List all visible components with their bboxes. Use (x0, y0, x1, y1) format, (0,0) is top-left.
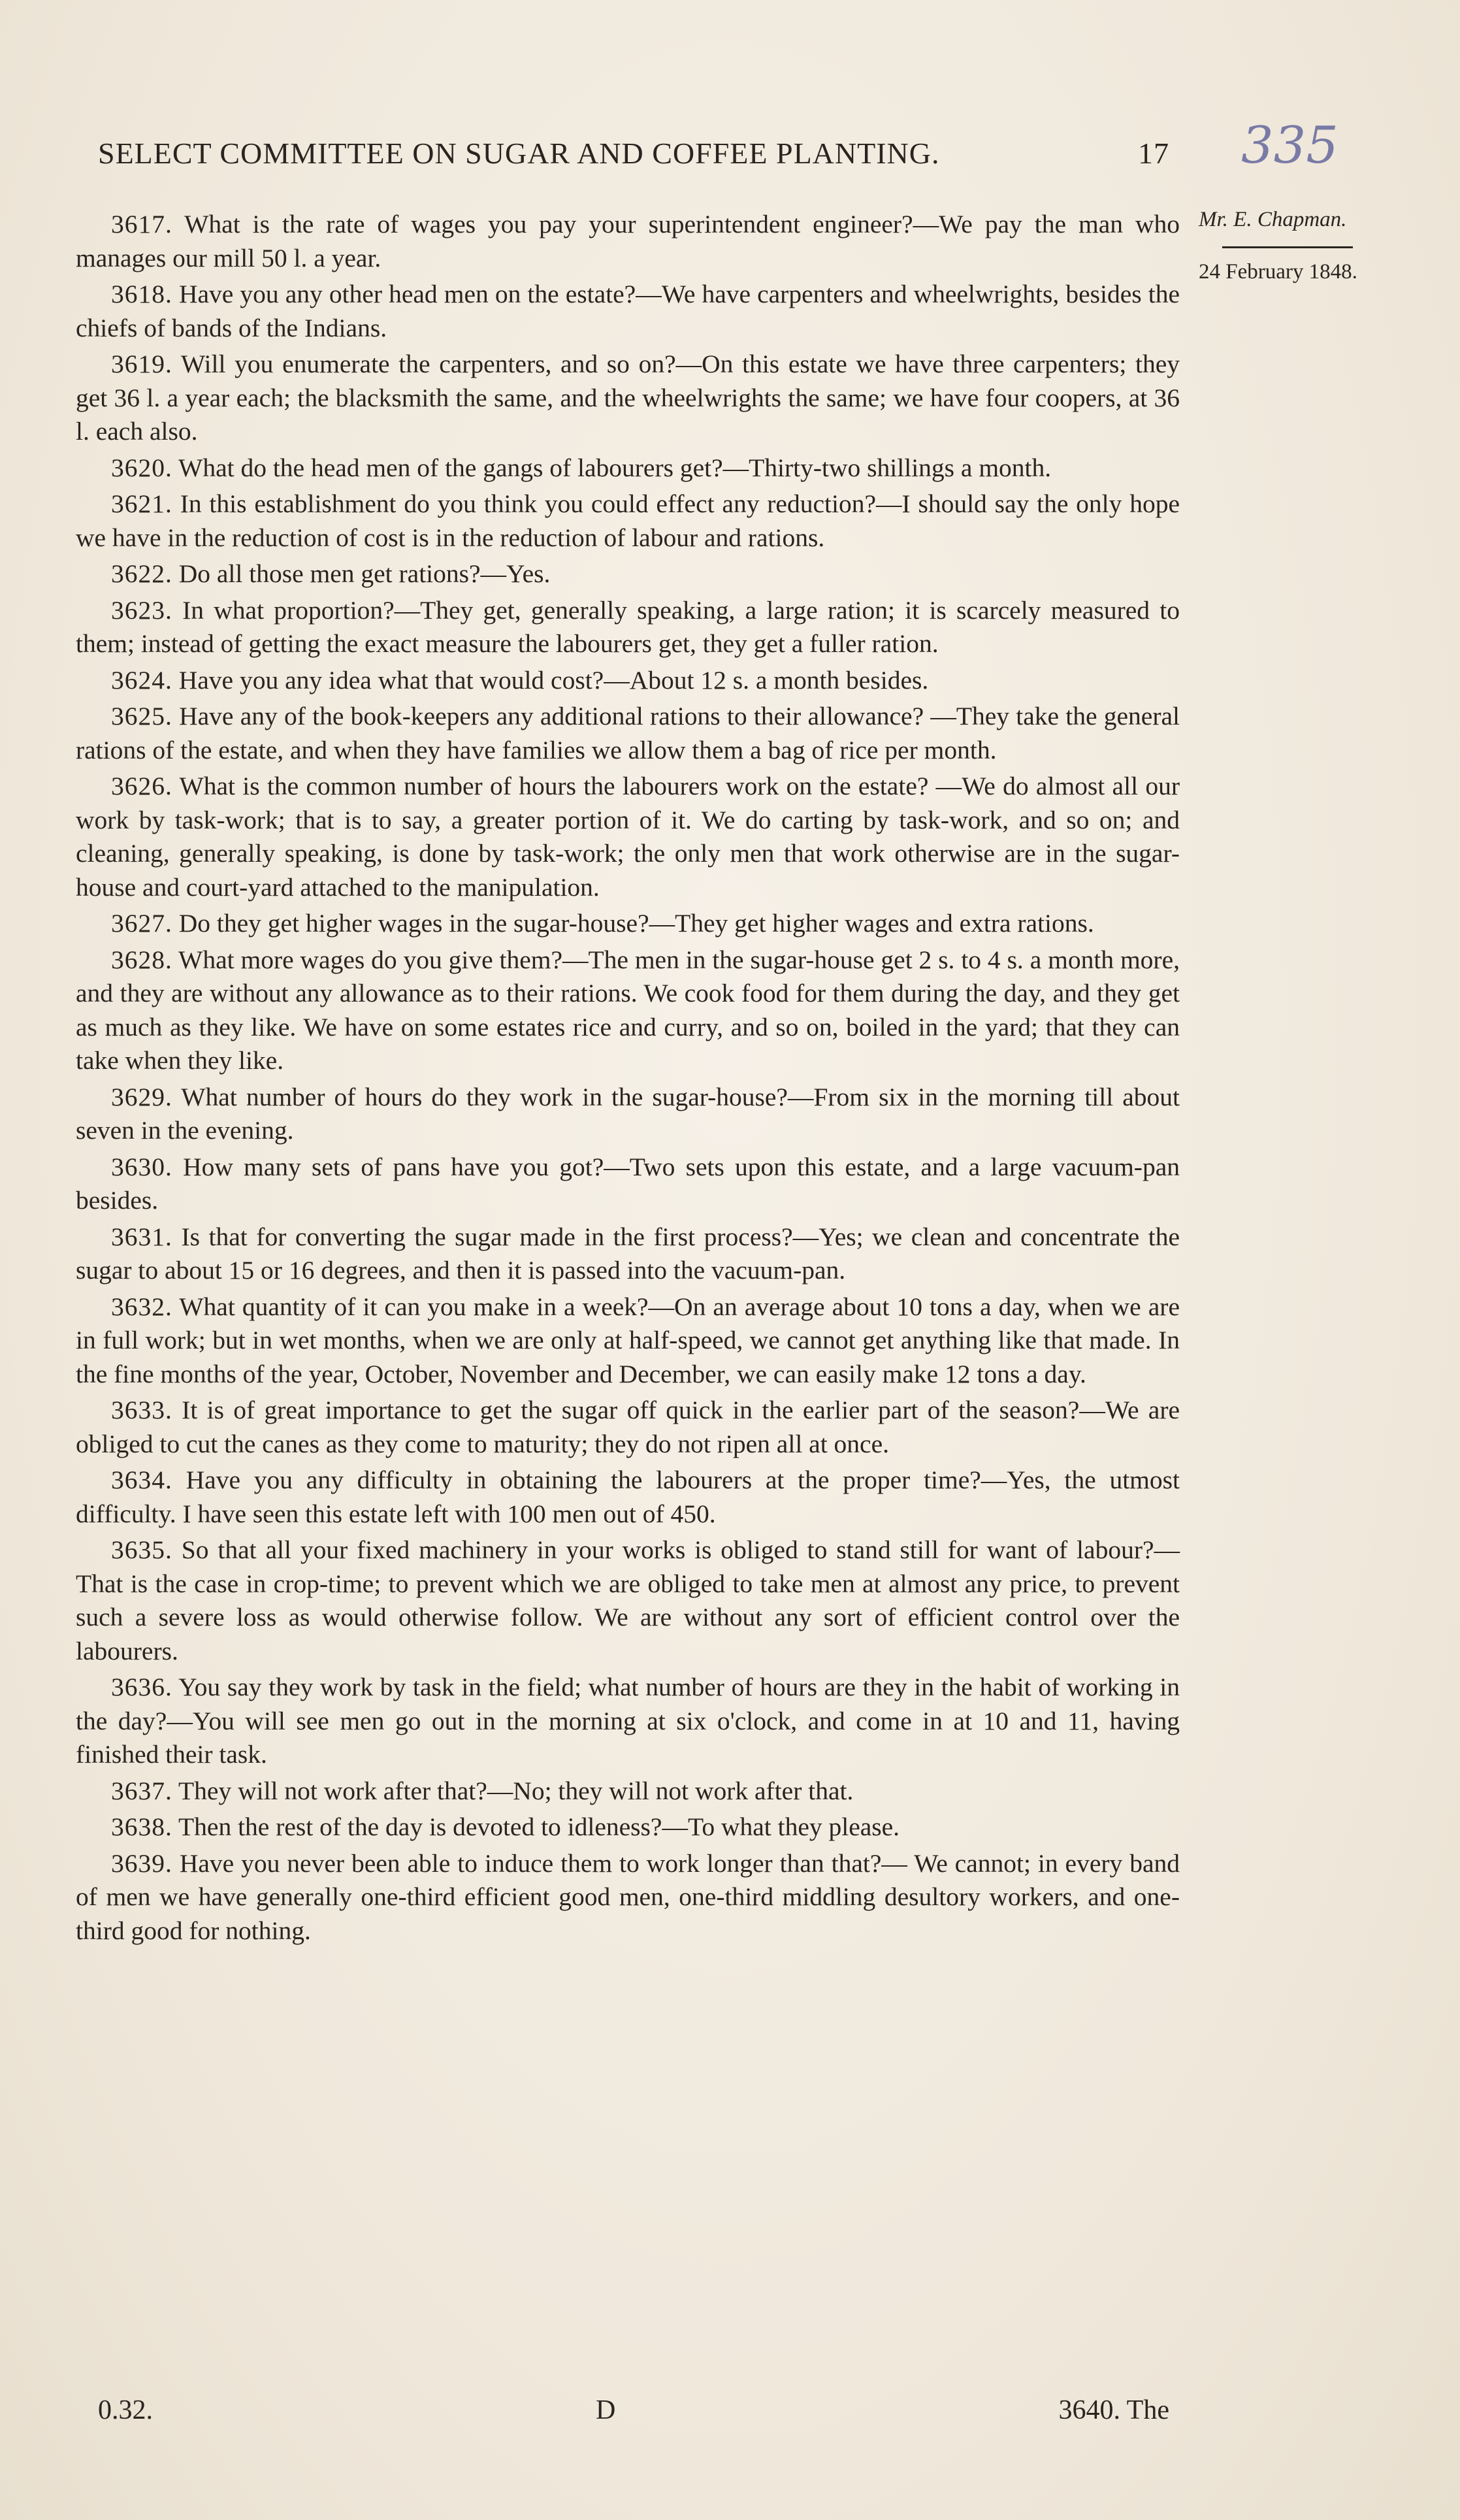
question-paragraph (76, 1810, 1180, 1844)
question-number: 3639. (111, 1848, 172, 1878)
question-number: 3617. (111, 210, 172, 238)
question-text: What is the common number of hours the labourers work on the estate? —We do almost all our work by task-work; that is to say, a greater portion of it. We do carting by task-work, and so on; and cleaning, generally speaking, is done by task-work; the only men that work otherwise are in the sugar-house and court-yard attached to the manipulation. (76, 772, 1180, 902)
question-number: 3631. (111, 1222, 172, 1251)
question-text: Have you any other head men on the estate?—We have carpenters and wheelwrights, besides the chiefs of bands of the Indians. (76, 280, 1180, 342)
question-paragraph (76, 907, 1180, 941)
question-number: 3627. (111, 909, 172, 938)
question-paragraph (76, 943, 1180, 1078)
running-title: SELECT COMMITTEE ON SUGAR AND COFFEE PLANTING. (98, 137, 940, 170)
question-text: It is of great importance to get the sugar off quick in the earlier part of the season?—We are obliged to cut the canes as they come to maturity; they do not ripen all at once. (76, 1396, 1180, 1458)
testimony-body (76, 208, 1180, 1950)
question-text: What more wages do you give them?—The men in the sugar-house get 2 s. to 4 s. a month more, and they are without any allowance as to their rations. We cook food for them during the day, and they get as much as they like. We have on some estates rice and curry, and so on, boiled in the yard; that they can take when they like. (76, 945, 1180, 1075)
question-paragraph (76, 1671, 1180, 1772)
question-number: 3630. (111, 1152, 172, 1181)
gathering-letter: D (596, 2395, 616, 2425)
question-paragraph (76, 770, 1180, 904)
question-number: 3619. (111, 350, 172, 378)
question-number: 3622. (111, 559, 172, 588)
question-text: So that all your fixed machinery in your works is obliged to stand still for want of labour?—That is the case in crop-time; to prevent which we are obliged to take men at almost any price, to prevent such a severe loss as would otherwise follow. We are without any sort of efficient control over the labourers. (76, 1535, 1180, 1665)
question-number: 3635. (111, 1535, 172, 1564)
witness-name: Mr. E. Chapman. (1199, 208, 1347, 231)
question-text: Have you any difficulty in obtaining the labourers at the proper time?—Yes, the utmost difficulty. I have seen this estate left with 100 men out of 450. (76, 1465, 1180, 1528)
question-text: Do they get higher wages in the sugar-house?—They get higher wages and extra rations. (178, 909, 1094, 938)
question-paragraph (76, 1220, 1180, 1288)
question-number: 3626. (111, 772, 172, 800)
margin-note (1199, 208, 1395, 284)
question-paragraph (76, 348, 1180, 449)
question-number: 3624. (111, 665, 172, 695)
question-text: How many sets of pans have you got?—Two sets upon this estate, and a large vacuum-pan besides. (76, 1152, 1180, 1215)
question-paragraph (76, 1081, 1180, 1148)
question-paragraph (76, 557, 1180, 591)
question-number: 3623. (111, 595, 172, 625)
page-number: 17 (1138, 137, 1169, 170)
question-paragraph (76, 700, 1180, 767)
testimony-date: 24 February 1848. (1199, 260, 1357, 284)
question-text: Is that for converting the sugar made in the first process?—Yes; we clean and concentrate the sugar to about 15 or 16 degrees, and then it is passed into the vacuum-pan. (76, 1222, 1180, 1285)
question-paragraph (76, 1533, 1180, 1668)
catchword: 3640. The (1058, 2395, 1169, 2425)
question-number: 3637. (111, 1776, 172, 1805)
question-text: What is the rate of wages you pay your superintendent engineer?—We pay the man who manages our mill 50 l. a year. (76, 210, 1180, 272)
question-paragraph (76, 1464, 1180, 1531)
question-paragraph (76, 1775, 1180, 1808)
question-text: They will not work after that?—No; they will not work after that. (178, 1776, 854, 1805)
signature-mark: 0.32. (98, 2395, 153, 2425)
question-paragraph (76, 487, 1180, 555)
question-text: Have any of the book-keepers any additional rations to their allowance? —They take the general rations of the estate, and when they have families we allow them a bag of rice per month. (76, 702, 1180, 764)
question-paragraph (76, 278, 1180, 345)
question-text: Then the rest of the day is devoted to idleness?—To what they please. (178, 1812, 900, 1841)
question-number: 3620. (111, 453, 172, 482)
question-paragraph (76, 664, 1180, 698)
margin-rule (1222, 246, 1353, 248)
question-text: You say they work by task in the field; what number of hours are they in the habit of working in the day?—You will see men go out in the morning at six o'clock, and come in at 10 and 11, having finished their task. (76, 1673, 1180, 1769)
question-number: 3636. (111, 1673, 172, 1701)
question-paragraph (76, 1290, 1180, 1392)
page-header (98, 136, 1169, 171)
question-text: What do the head men of the gangs of labourers get?—Thirty-two shillings a month. (178, 453, 1052, 482)
question-text: Will you enumerate the carpenters, and so on?—On this estate we have three carpenters; they get 36 l. a year each; the blacksmith the same, and the wheelwrights the same; we have four coopers, at 36 l. each also. (76, 350, 1180, 446)
question-number: 3633. (111, 1396, 172, 1424)
question-text: What quantity of it can you make in a week?—On an average about 10 tons a day, when we are in full work; but in wet months, when we are only at half-speed, we cannot get anything like that made. In the fine months of the year, October, November and December, we can easily make 12 tons a day. (76, 1292, 1180, 1388)
question-paragraph (76, 451, 1180, 485)
question-text: In this establishment do you think you could effect any reduction?—I should say the only hope we have in the reduction of cost is in the reduction of labour and rations. (76, 489, 1180, 552)
question-number: 3628. (111, 945, 172, 974)
question-text: What number of hours do they work in the sugar-house?—From six in the morning till about seven in the evening. (76, 1082, 1180, 1145)
question-number: 3638. (111, 1812, 172, 1841)
question-paragraph (76, 1847, 1180, 1948)
question-text: Do all those men get rations?—Yes. (178, 559, 551, 588)
question-paragraph (76, 208, 1180, 275)
question-paragraph (76, 1151, 1180, 1218)
question-number: 3629. (111, 1082, 172, 1111)
question-number: 3632. (111, 1292, 172, 1321)
question-text: Have you never been able to induce them to work longer than that?— We cannot; in every band of men we have generally one-third efficient good men, one-third middling desultory workers, and one-third good for nothing. (76, 1848, 1180, 1945)
question-paragraph (76, 1394, 1180, 1461)
question-number: 3634. (111, 1465, 172, 1494)
page-footer (98, 2395, 1169, 2426)
question-number: 3618. (111, 280, 172, 308)
question-paragraph (76, 594, 1180, 661)
question-text: Have you any idea what that would cost?—About 12 s. a month besides. (178, 665, 929, 695)
handwritten-folio-number: 335 (1241, 116, 1338, 175)
question-text: In what proportion?—They get, generally speaking, a large ration; it is scarcely measured to them; instead of getting the exact measure the labourers get, they get a fuller ration. (76, 595, 1180, 658)
question-number: 3625. (111, 702, 172, 730)
question-number: 3621. (111, 489, 172, 518)
